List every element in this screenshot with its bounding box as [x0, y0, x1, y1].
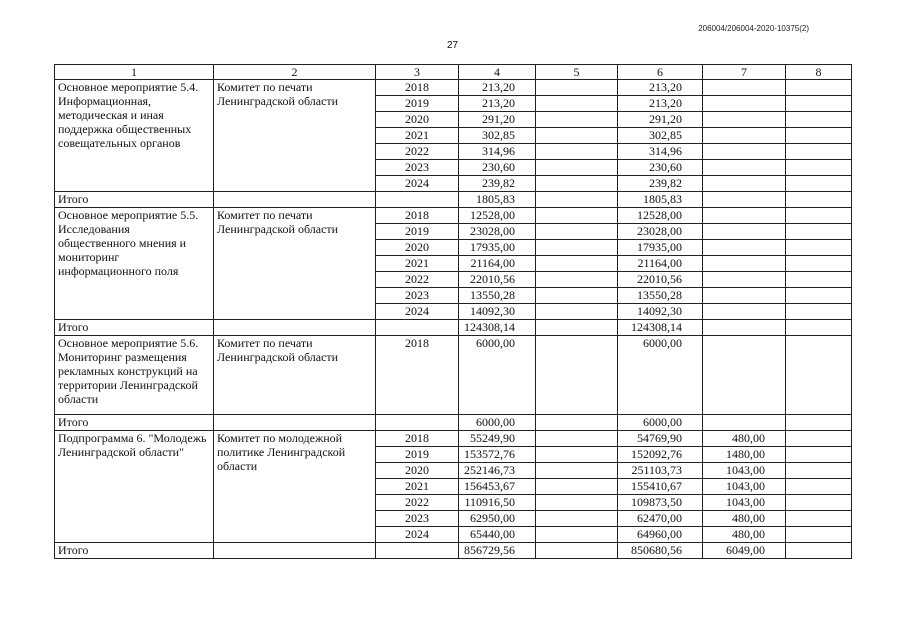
regional-amount-cell: 14092,30: [618, 304, 703, 320]
header-cell: 3: [376, 65, 459, 80]
activity-name-cell: Основное мероприятие 5.4. Информационная, методическая и иная поддержка общественных совещательных органов: [55, 80, 214, 192]
year-cell: 2019: [376, 224, 459, 240]
header-row: [55, 65, 852, 80]
total-label-cell: Итого: [55, 543, 214, 559]
local-amount-cell: [703, 320, 786, 336]
federal-amount-cell: [536, 192, 618, 208]
other-amount-cell: [786, 208, 852, 224]
total-amount-cell: 110916,50: [459, 495, 536, 511]
federal-amount-cell: [536, 208, 618, 224]
empty-cell: [376, 320, 459, 336]
federal-amount-cell: [536, 479, 618, 495]
federal-amount-cell: [536, 80, 618, 96]
empty-cell: [214, 543, 376, 559]
total-amount-cell: 62950,00: [459, 511, 536, 527]
total-amount-cell: 12528,00: [459, 208, 536, 224]
regional-amount-cell: 213,20: [618, 96, 703, 112]
other-amount-cell: [786, 511, 852, 527]
federal-amount-cell: [536, 128, 618, 144]
federal-amount-cell: [536, 224, 618, 240]
regional-amount-cell: 21164,00: [618, 256, 703, 272]
year-cell: 2023: [376, 511, 459, 527]
local-amount-cell: 1043,00: [703, 479, 786, 495]
total-amount-cell: 230,60: [459, 160, 536, 176]
regional-amount-cell: 109873,50: [618, 495, 703, 511]
other-amount-cell: [786, 96, 852, 112]
federal-amount-cell: [536, 336, 618, 415]
other-amount-cell: [786, 128, 852, 144]
year-cell: 2024: [376, 527, 459, 543]
local-amount-cell: 6049,00: [703, 543, 786, 559]
total-amount-cell: 239,82: [459, 176, 536, 192]
federal-amount-cell: [536, 543, 618, 559]
local-amount-cell: [703, 224, 786, 240]
local-amount-cell: 1043,00: [703, 463, 786, 479]
header-cell: 1: [55, 65, 214, 80]
year-cell: 2018: [376, 80, 459, 96]
total-label-cell: Итого: [55, 320, 214, 336]
total-amount-cell: 213,20: [459, 96, 536, 112]
regional-amount-cell: 22010,56: [618, 272, 703, 288]
year-cell: 2019: [376, 447, 459, 463]
table-body: [55, 65, 852, 559]
other-amount-cell: [786, 527, 852, 543]
year-cell: 2022: [376, 272, 459, 288]
year-cell: 2018: [376, 336, 459, 415]
other-amount-cell: [786, 240, 852, 256]
regional-amount-cell: 6000,00: [618, 415, 703, 431]
federal-amount-cell: [536, 320, 618, 336]
local-amount-cell: [703, 288, 786, 304]
other-amount-cell: [786, 495, 852, 511]
local-amount-cell: [703, 80, 786, 96]
activity-name-cell: Основное мероприятие 5.6. Мониторинг размещения рекламных конструкций на территории Ленинградской области: [55, 336, 214, 415]
other-amount-cell: [786, 415, 852, 431]
federal-amount-cell: [536, 160, 618, 176]
header-cell: 5: [536, 65, 618, 80]
activity-name-cell: Подпрограмма 6. "Молодежь Ленинградской области": [55, 431, 214, 543]
federal-amount-cell: [536, 272, 618, 288]
local-amount-cell: [703, 128, 786, 144]
year-cell: 2023: [376, 288, 459, 304]
table-row: [55, 431, 852, 447]
local-amount-cell: [703, 160, 786, 176]
local-amount-cell: [703, 304, 786, 320]
other-amount-cell: [786, 144, 852, 160]
executor-cell: Комитет по печати Ленинградской области: [214, 208, 376, 320]
regional-amount-cell: 54769,90: [618, 431, 703, 447]
header-cell: 2: [214, 65, 376, 80]
header-cell: 4: [459, 65, 536, 80]
year-cell: 2020: [376, 463, 459, 479]
local-amount-cell: [703, 208, 786, 224]
total-amount-cell: 13550,28: [459, 288, 536, 304]
other-amount-cell: [786, 112, 852, 128]
local-amount-cell: 480,00: [703, 431, 786, 447]
local-amount-cell: 480,00: [703, 527, 786, 543]
year-cell: 2021: [376, 256, 459, 272]
total-amount-cell: 302,85: [459, 128, 536, 144]
year-cell: 2021: [376, 479, 459, 495]
federal-amount-cell: [536, 447, 618, 463]
header-cell: 7: [703, 65, 786, 80]
year-cell: 2022: [376, 144, 459, 160]
other-amount-cell: [786, 160, 852, 176]
other-amount-cell: [786, 192, 852, 208]
total-row: [55, 192, 852, 208]
total-amount-cell: 17935,00: [459, 240, 536, 256]
total-amount-cell: 1805,83: [459, 192, 536, 208]
federal-amount-cell: [536, 511, 618, 527]
year-cell: 2023: [376, 160, 459, 176]
regional-amount-cell: 213,20: [618, 80, 703, 96]
other-amount-cell: [786, 288, 852, 304]
local-amount-cell: 1480,00: [703, 447, 786, 463]
executor-cell: Комитет по молодежной политике Ленинградской области: [214, 431, 376, 543]
regional-amount-cell: 314,96: [618, 144, 703, 160]
regional-amount-cell: 152092,76: [618, 447, 703, 463]
regional-amount-cell: 64960,00: [618, 527, 703, 543]
total-amount-cell: 291,20: [459, 112, 536, 128]
year-cell: 2020: [376, 112, 459, 128]
total-row: [55, 320, 852, 336]
total-amount-cell: 65440,00: [459, 527, 536, 543]
local-amount-cell: [703, 240, 786, 256]
regional-amount-cell: 155410,67: [618, 479, 703, 495]
regional-amount-cell: 850680,56: [618, 543, 703, 559]
year-cell: 2021: [376, 128, 459, 144]
total-amount-cell: 213,20: [459, 80, 536, 96]
local-amount-cell: [703, 144, 786, 160]
year-cell: 2019: [376, 96, 459, 112]
other-amount-cell: [786, 256, 852, 272]
federal-amount-cell: [536, 112, 618, 128]
year-cell: 2024: [376, 304, 459, 320]
regional-amount-cell: 12528,00: [618, 208, 703, 224]
other-amount-cell: [786, 304, 852, 320]
total-label-cell: Итого: [55, 415, 214, 431]
total-row: [55, 415, 852, 431]
regional-amount-cell: 6000,00: [618, 336, 703, 415]
table-row: [55, 80, 852, 96]
federal-amount-cell: [536, 463, 618, 479]
regional-amount-cell: 23028,00: [618, 224, 703, 240]
other-amount-cell: [786, 176, 852, 192]
local-amount-cell: [703, 256, 786, 272]
local-amount-cell: [703, 272, 786, 288]
federal-amount-cell: [536, 240, 618, 256]
local-amount-cell: [703, 336, 786, 415]
empty-cell: [376, 415, 459, 431]
total-amount-cell: 252146,73: [459, 463, 536, 479]
table-row: [55, 208, 852, 224]
regional-amount-cell: 17935,00: [618, 240, 703, 256]
executor-cell: Комитет по печати Ленинградской области: [214, 80, 376, 192]
empty-cell: [376, 543, 459, 559]
year-cell: 2022: [376, 495, 459, 511]
other-amount-cell: [786, 320, 852, 336]
header-cell: 6: [618, 65, 703, 80]
local-amount-cell: [703, 192, 786, 208]
federal-amount-cell: [536, 256, 618, 272]
federal-amount-cell: [536, 495, 618, 511]
local-amount-cell: 480,00: [703, 511, 786, 527]
federal-amount-cell: [536, 415, 618, 431]
year-cell: 2018: [376, 208, 459, 224]
empty-cell: [376, 192, 459, 208]
other-amount-cell: [786, 447, 852, 463]
other-amount-cell: [786, 431, 852, 447]
other-amount-cell: [786, 463, 852, 479]
year-cell: 2024: [376, 176, 459, 192]
regional-amount-cell: 291,20: [618, 112, 703, 128]
local-amount-cell: [703, 112, 786, 128]
federal-amount-cell: [536, 527, 618, 543]
other-amount-cell: [786, 336, 852, 415]
budget-table: [54, 64, 852, 559]
federal-amount-cell: [536, 144, 618, 160]
table-row: [55, 336, 852, 415]
total-amount-cell: 124308,14: [459, 320, 536, 336]
total-row: [55, 543, 852, 559]
empty-cell: [214, 192, 376, 208]
federal-amount-cell: [536, 431, 618, 447]
regional-amount-cell: 230,60: [618, 160, 703, 176]
total-amount-cell: 856729,56: [459, 543, 536, 559]
federal-amount-cell: [536, 96, 618, 112]
page-number: 27: [446, 40, 459, 51]
executor-cell: Комитет по печати Ленинградской области: [214, 336, 376, 415]
total-amount-cell: 21164,00: [459, 256, 536, 272]
regional-amount-cell: 13550,28: [618, 288, 703, 304]
other-amount-cell: [786, 80, 852, 96]
total-amount-cell: 6000,00: [459, 415, 536, 431]
regional-amount-cell: 124308,14: [618, 320, 703, 336]
total-amount-cell: 6000,00: [459, 336, 536, 415]
other-amount-cell: [786, 479, 852, 495]
local-amount-cell: 1043,00: [703, 495, 786, 511]
other-amount-cell: [786, 543, 852, 559]
document-id: 206004/206004-2020-10375(2): [698, 24, 809, 33]
year-cell: 2018: [376, 431, 459, 447]
total-amount-cell: 156453,67: [459, 479, 536, 495]
year-cell: 2020: [376, 240, 459, 256]
local-amount-cell: [703, 176, 786, 192]
empty-cell: [214, 320, 376, 336]
total-amount-cell: 22010,56: [459, 272, 536, 288]
federal-amount-cell: [536, 176, 618, 192]
activity-name-cell: Основное мероприятие 5.5. Исследования общественного мнения и мониторинг информационного поля: [55, 208, 214, 320]
regional-amount-cell: 302,85: [618, 128, 703, 144]
total-amount-cell: 314,96: [459, 144, 536, 160]
total-amount-cell: 23028,00: [459, 224, 536, 240]
regional-amount-cell: 62470,00: [618, 511, 703, 527]
local-amount-cell: [703, 415, 786, 431]
local-amount-cell: [703, 96, 786, 112]
regional-amount-cell: 1805,83: [618, 192, 703, 208]
regional-amount-cell: 239,82: [618, 176, 703, 192]
federal-amount-cell: [536, 304, 618, 320]
empty-cell: [214, 415, 376, 431]
total-amount-cell: 14092,30: [459, 304, 536, 320]
federal-amount-cell: [536, 288, 618, 304]
total-label-cell: Итого: [55, 192, 214, 208]
regional-amount-cell: 251103,73: [618, 463, 703, 479]
other-amount-cell: [786, 224, 852, 240]
other-amount-cell: [786, 272, 852, 288]
total-amount-cell: 153572,76: [459, 447, 536, 463]
header-cell: 8: [786, 65, 852, 80]
total-amount-cell: 55249,90: [459, 431, 536, 447]
